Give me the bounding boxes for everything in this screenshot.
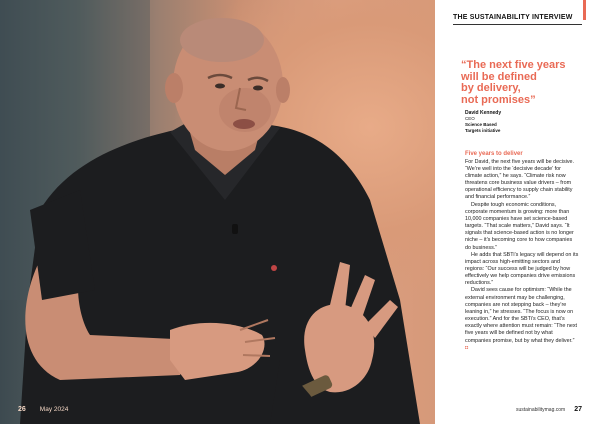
pull-quote-line: not promises” bbox=[461, 93, 536, 106]
attribution-org: Targets initiative bbox=[465, 128, 501, 133]
attribution-name: David Kennedy bbox=[465, 110, 502, 116]
pull-quote bbox=[461, 60, 581, 106]
left-page-folio bbox=[18, 406, 68, 413]
pull-quote-line: will be defined bbox=[461, 70, 537, 83]
section-rule bbox=[453, 24, 582, 25]
site-link[interactable]: sustainabilitymag.com bbox=[516, 407, 566, 413]
article-paragraph: For David, the next five years will be decisive. “We’re well into the ‘decisive decade’ for climate action,” he says. “Climate risk now threatens core business value drivers – from operational efficiency to supply chain stability and financial performance.” bbox=[465, 158, 575, 201]
article-subhead: Five years to deliver bbox=[465, 151, 523, 157]
left-page-number: 26 bbox=[18, 406, 26, 413]
article-paragraph-text: David sees cause for optimism: “While the external environment may be challenging, companies are not stepping back – they’re leaning in,” he stresses. “The focus is now on execution.” And for the SBTi’s CEO, that’s exactly where attention must remain: “The next five years will be defined not by what companies promise, but by what they deliver.” bbox=[465, 287, 578, 344]
article-paragraph bbox=[465, 287, 579, 351]
attribution-org: Science Based bbox=[465, 122, 497, 127]
article-body bbox=[465, 151, 579, 352]
accent-bar bbox=[583, 0, 586, 20]
article-page bbox=[435, 0, 600, 424]
quote-attribution bbox=[465, 110, 575, 134]
right-page-number: 27 bbox=[574, 406, 582, 413]
article-paragraph: Despite tough economic conditions, corporate momentum is growing: more than 10,000 companies have set science-based targets. “That scale matters,” David says. “It signals that science-based action is no longer niche – it’s becoming core to how companies do business.” bbox=[465, 201, 574, 251]
attribution-role: CEO bbox=[465, 116, 475, 121]
right-page-folio bbox=[435, 406, 600, 413]
pull-quote-line: by delivery, bbox=[461, 82, 521, 94]
end-mark-icon: ◘ bbox=[465, 344, 469, 351]
article-paragraph: He adds that SBTi’s legacy will depend on its impact across high-emitting sectors and regions: “Our success will be judged by how effectively we help companies drive emissions reductions.” bbox=[465, 251, 579, 287]
issue-date: May 2024 bbox=[39, 406, 69, 413]
section-title: THE SUSTAINABILITY INTERVIEW bbox=[453, 14, 573, 21]
pull-quote-line: “The next five years bbox=[461, 59, 566, 71]
